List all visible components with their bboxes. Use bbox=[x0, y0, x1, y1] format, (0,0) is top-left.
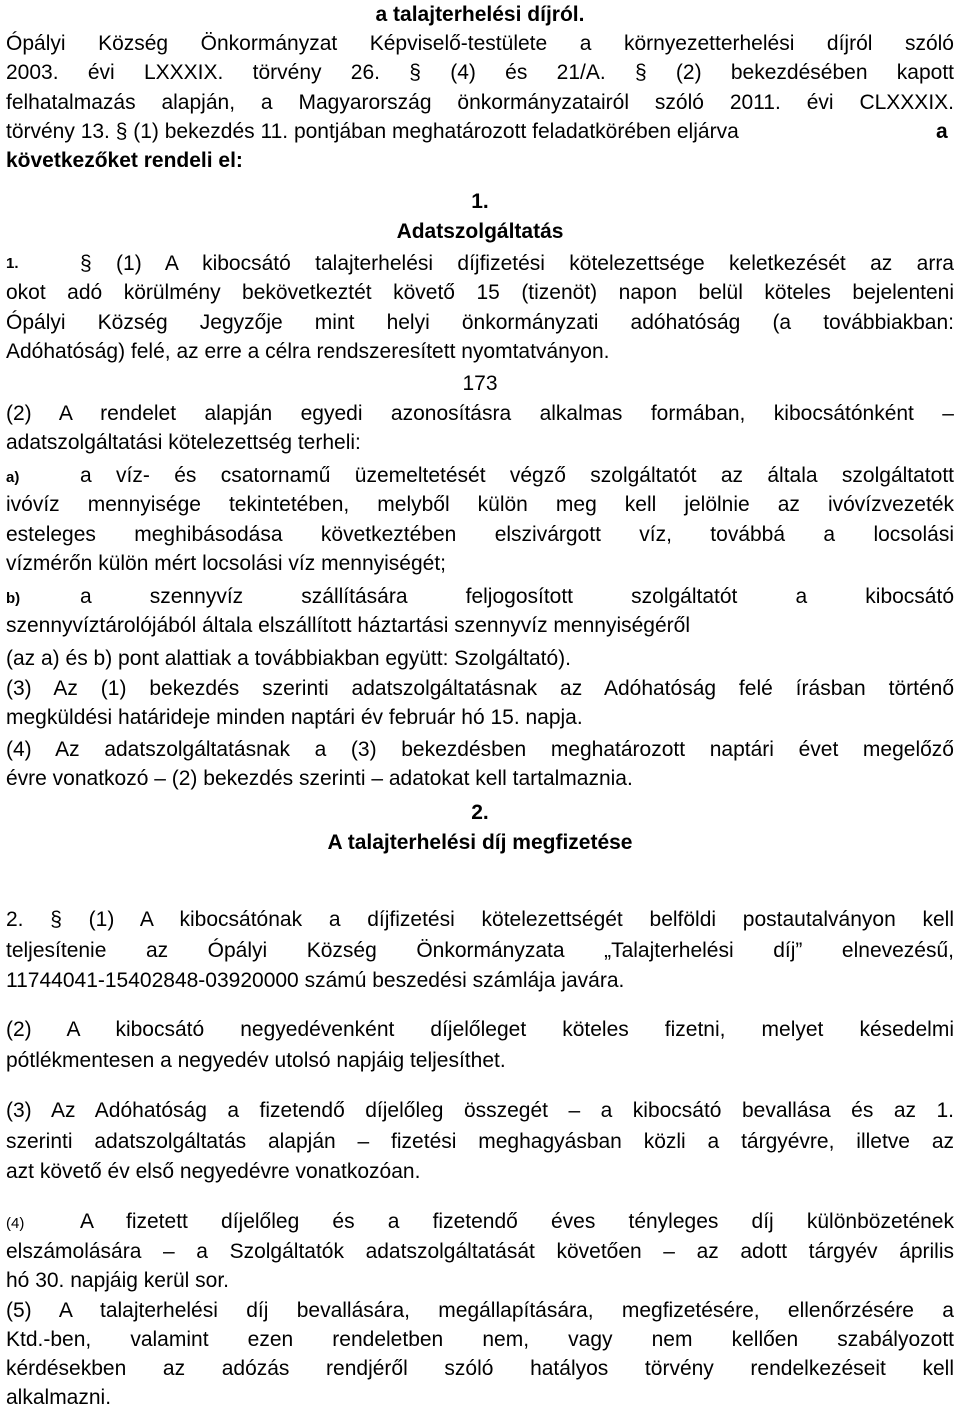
text-line: törvény 13. § (1) bekezdés 11. pontjában meghatározott feladatkörében eljárva bbox=[6, 120, 739, 143]
text-line: felhatalmazás alapján, a Magyarország önkormányzatairól szóló 2011. évi CLXXXIX. bbox=[6, 91, 954, 114]
text-line: (5) A talajterhelési díj bevallására, megállapítására, megfizetésére, ellenőrzésére a bbox=[6, 1299, 954, 1322]
text-line: (3) Az Adóhatóság a fizetendő díjelőleg összegét – a kibocsátó bevallása és az 1. bbox=[6, 1099, 954, 1122]
paragraph-number: (4) bbox=[6, 1215, 25, 1232]
text-line: adatszolgáltatási kötelezettség terheli: bbox=[6, 431, 361, 454]
text-line: elszámolására – a Szolgáltatók adatszolgáltatását követően – az adott tárgyév április bbox=[6, 1240, 954, 1263]
text-line: 11744041-15402848-03920000 számú beszedési számlája javára. bbox=[6, 969, 625, 992]
text-line: (3) Az (1) bekezdés szerinti adatszolgáltatásnak az Adóhatóság felé írásban történő bbox=[6, 677, 954, 700]
list-marker: b) bbox=[6, 590, 21, 607]
text-line: évre vonatkozó – (2) bekezdés szerinti – adatokat kell tartalmaznia. bbox=[6, 767, 633, 790]
text-line: következőket rendeli el: bbox=[6, 149, 243, 172]
section-number: 1. bbox=[471, 190, 489, 213]
text-line: § (1) A kibocsátó talajterhelési díjfizetési kötelezettsége keletkezését az arra bbox=[80, 252, 954, 275]
text-line: szerinti adatszolgáltatás alapján – fizetési meghagyásban közli a tárgyévre, illetve az bbox=[6, 1130, 954, 1153]
text-line: kérdésekben az adózás rendjéről szóló hatályos törvény rendelkezéseit kell bbox=[6, 1357, 954, 1380]
page-number: 173 bbox=[462, 372, 498, 395]
text-line: (az a) és b) pont alattiak a továbbiakban együtt: Szolgáltató). bbox=[6, 647, 572, 670]
text-line: azt követő év első negyedévre vonatkozóan. bbox=[6, 1160, 421, 1183]
text-line: okot adó körülmény bekövetkeztét követő 15 (tizenöt) napon belül köteles bejelenteni bbox=[6, 281, 954, 304]
text-line: A fizetett díjelőleg és a fizetendő éves tényleges díj különbözetének bbox=[80, 1210, 954, 1233]
section-number: 2. bbox=[471, 801, 489, 824]
text-line: pótlékmentesen a negyedév utolsó napjáig teljesíthet. bbox=[6, 1049, 506, 1072]
list-marker: a) bbox=[6, 469, 20, 486]
section-heading: Adatszolgáltatás bbox=[396, 220, 564, 243]
section-heading: A talajterhelési díj megfizetése bbox=[327, 831, 633, 854]
text-line: megküldési határideje minden naptári év február hó 15. napja. bbox=[6, 706, 583, 729]
text-line: Ópályi Község Önkormányzat Képviselő-testülete a környezetterhelési díjról szóló bbox=[6, 32, 954, 55]
text-line: szennyvíztárolójából általa elszállított háztartási szennyvíz mennyiségéről bbox=[6, 614, 691, 637]
text-line: (2) A kibocsátó negyedévenként díjelőleget köteles fizetni, melyet késedelmi bbox=[6, 1018, 954, 1041]
paragraph-number: 1. bbox=[6, 255, 19, 272]
text-line: Ktd.-ben, valamint ezen rendeletben nem, vagy nem kellően szabályozott bbox=[6, 1328, 954, 1351]
text-line: (4) Az adatszolgáltatásnak a (3) bekezdésben meghatározott naptári évet megelőző bbox=[6, 738, 954, 761]
text-line: alkalmazni. bbox=[6, 1386, 112, 1408]
text-line: teljesítenie az Ópályi Község Önkormányzata „Talajterhelési díj” elnevezésű, bbox=[6, 939, 954, 962]
text-line: (2) A rendelet alapján egyedi azonosításra alkalmas formában, kibocsátónként – bbox=[6, 402, 954, 425]
text-line: ivóvíz mennyisége tekintetében, melyből külön meg kell jelölnie az ivóvízvezeték bbox=[6, 493, 954, 516]
document-title: a talajterhelési díjról. bbox=[375, 3, 585, 26]
text-line: 2. § (1) A kibocsátónak a díjfizetési kötelezettségét belföldi postautalványon kell bbox=[6, 908, 954, 931]
text-fragment: a bbox=[936, 120, 948, 143]
text-line: 2003. évi LXXXIX. törvény 26. § (4) és 21/A. § (2) bekezdésében kapott bbox=[6, 61, 954, 84]
text-line: Adóhatóság) felé, az erre a célra rendszeresített nyomtatványon. bbox=[6, 340, 610, 363]
text-line: Ópályi Község Jegyzője mint helyi önkormányzati adóhatóság (a továbbiakban: bbox=[6, 311, 954, 334]
text-line: hó 30. napjáig kerül sor. bbox=[6, 1269, 229, 1292]
text-line: a szennyvíz szállítására feljogosított szolgáltatót a kibocsátó bbox=[80, 585, 954, 608]
text-line: esteleges meghibásodása következtében elszivárgott víz, továbbá a locsolási bbox=[6, 523, 954, 546]
text-line: a víz- és csatornamű üzemeltetését végző szolgáltatót az általa szolgáltatott bbox=[80, 464, 954, 487]
text-line: vízmérőn külön mért locsolási víz mennyiségét; bbox=[6, 552, 447, 575]
